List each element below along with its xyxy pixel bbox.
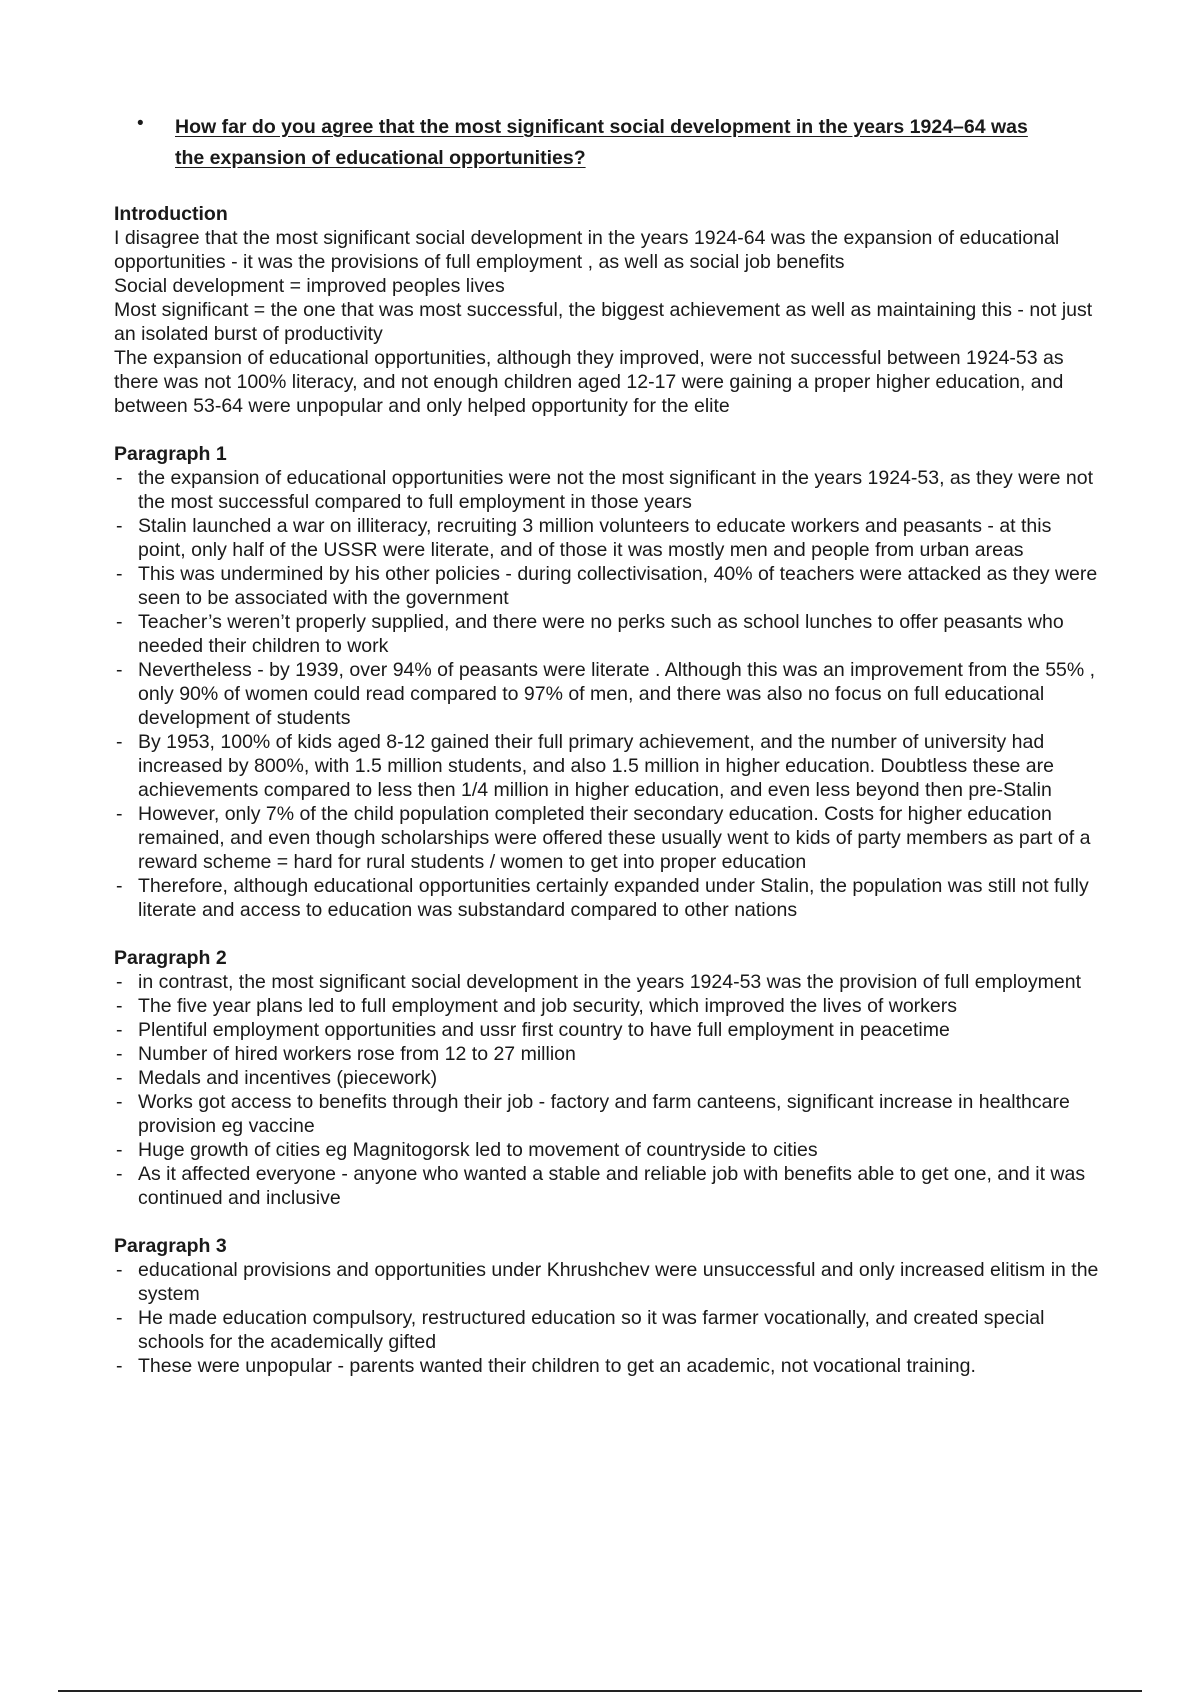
paragraph-1-list <box>114 466 1104 922</box>
essay-question <box>114 112 1104 174</box>
introduction-line: I disagree that the most significant social development in the years 1924-64 was the expansion of educational opportunities - it was the provisions of full employment , as well as social job benefits <box>114 227 1060 273</box>
question-text: How far do you agree that the most significant social development in the years 1924–64 was the expansion of educational opportunities? <box>175 116 1028 169</box>
list-item: - in contrast, the most significant social development in the years 1924-53 was the provision of full employment <box>114 970 1104 994</box>
list-item: - The five year plans led to full employment and job security, which improved the lives of workers <box>114 994 1104 1018</box>
paragraph-2-section <box>114 946 1104 1210</box>
list-item: - As it affected everyone - anyone who wanted a stable and reliable job with benefits able to get one, and it was continued and inclusive <box>114 1162 1104 1210</box>
list-item: - the expansion of educational opportunities were not the most significant in the years 1924-53, as they were not the most successful compared to full employment in those years <box>114 466 1104 514</box>
list-item: - Stalin launched a war on illiteracy, recruiting 3 million volunteers to educate workers and peasants - at this point, only half of the USSR were literate, and of those it was mostly men and people from urban areas <box>114 514 1104 562</box>
paragraph-3-section <box>114 1234 1104 1378</box>
introduction-heading: Introduction <box>114 203 228 225</box>
list-item: - This was undermined by his other policies - during collectivisation, 40% of teachers were attacked as they were seen to be associated with the government <box>114 562 1104 610</box>
list-item: - Huge growth of cities eg Magnitogorsk led to movement of countryside to cities <box>114 1138 1104 1162</box>
list-item: - Medals and incentives (piecework) <box>114 1066 1104 1090</box>
introduction-line: Most significant = the one that was most successful, the biggest achievement as well as maintaining this - not just an isolated burst of productivity <box>114 299 1093 345</box>
list-item: - These were unpopular - parents wanted their children to get an academic, not vocational training. <box>114 1354 1104 1378</box>
list-item: - educational provisions and opportunities under Khrushchev were unsuccessful and only increased elitism in the system <box>114 1258 1104 1306</box>
list-item: - Works got access to benefits through their job - factory and farm canteens, significant increase in healthcare provision eg vaccine <box>114 1090 1104 1138</box>
document-page <box>114 112 1104 1402</box>
bullet-icon: • <box>137 113 144 134</box>
list-item: - Plentiful employment opportunities and ussr first country to have full employment in peacetime <box>114 1018 1104 1042</box>
paragraph-1-heading: Paragraph 1 <box>114 443 227 465</box>
paragraph-2-list <box>114 970 1104 1210</box>
paragraph-3-list <box>114 1258 1104 1378</box>
introduction-section <box>114 202 1104 418</box>
list-item: - However, only 7% of the child population completed their secondary education. Costs for higher education remained, and even though scholarships were offered these usually went to kids of party members as part of a reward scheme = hard for rural students / women to get into proper education <box>114 802 1104 874</box>
page-bottom-rule <box>58 1690 1142 1692</box>
list-item: - Nevertheless - by 1939, over 94% of peasants were literate . Although this was an improvement from the 55% , only 90% of women could read compared to 97% of men, and there was also no focus on full educational development of students <box>114 658 1104 730</box>
introduction-line: The expansion of educational opportunities, although they improved, were not successful between 1924-53 as there was not 100% literacy, and not enough children aged 12-17 were gaining a proper higher education, and between 53-64 were unpopular and only helped opportunity for the elite <box>114 347 1064 417</box>
paragraph-3-heading: Paragraph 3 <box>114 1235 227 1257</box>
list-item: - Teacher’s weren’t properly supplied, and there were no perks such as school lunches to offer peasants who needed their children to work <box>114 610 1104 658</box>
paragraph-1-section <box>114 442 1104 922</box>
list-item: - Number of hired workers rose from 12 to 27 million <box>114 1042 1104 1066</box>
paragraph-2-heading: Paragraph 2 <box>114 947 227 969</box>
list-item: - Therefore, although educational opportunities certainly expanded under Stalin, the population was still not fully literate and access to education was substandard compared to other nations <box>114 874 1104 922</box>
list-item: - By 1953, 100% of kids aged 8-12 gained their full primary achievement, and the number of university had increased by 800%, with 1.5 million students, and also 1.5 million in higher education. Doubtless these are achievements compared to less then 1/4 million in higher education, and even less beyond then pre-Stalin <box>114 730 1104 802</box>
introduction-line: Social development = improved peoples lives <box>114 275 505 297</box>
list-item: - He made education compulsory, restructured education so it was farmer vocationally, and created special schools for the academically gifted <box>114 1306 1104 1354</box>
